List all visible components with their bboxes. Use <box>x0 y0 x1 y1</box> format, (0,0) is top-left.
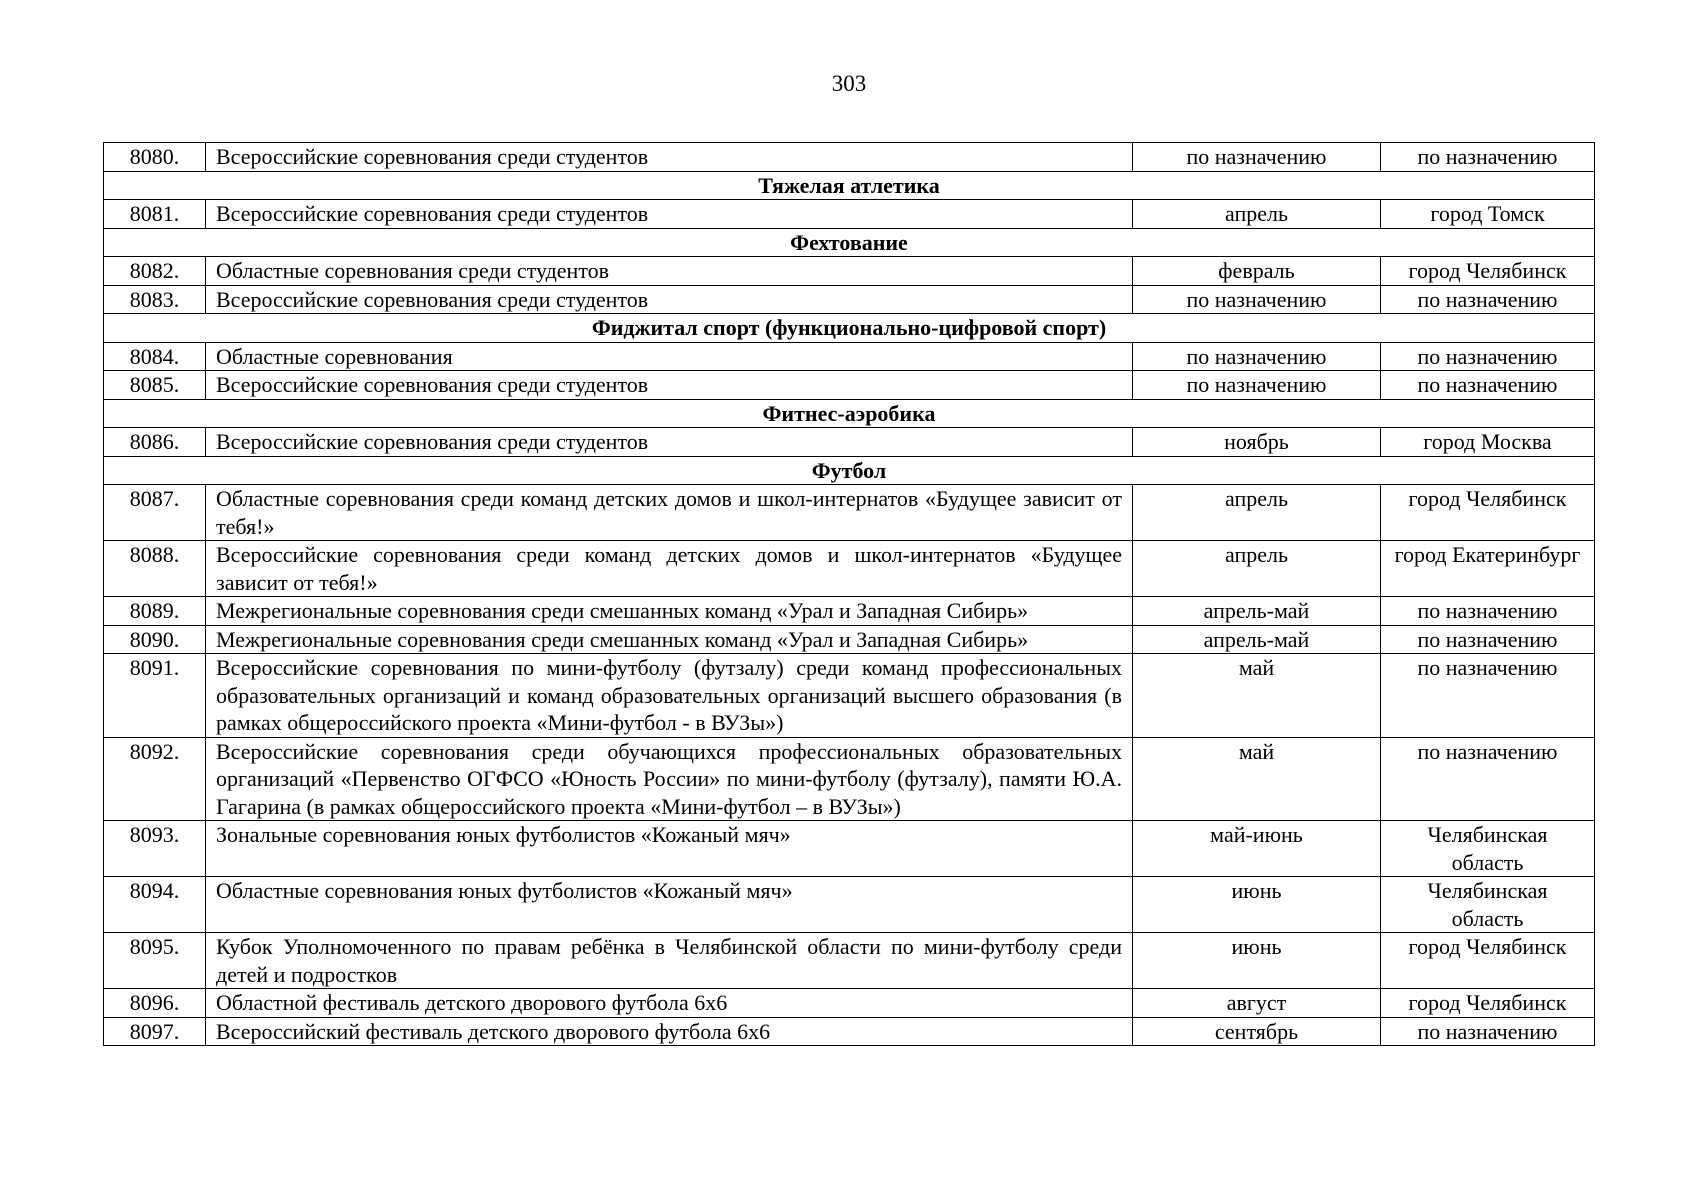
event-number: 8092. <box>104 737 206 821</box>
event-number: 8081. <box>104 200 206 229</box>
table-row <box>104 200 1595 229</box>
event-date: май <box>1133 737 1381 821</box>
event-date: по назначению <box>1133 143 1381 172</box>
event-number: 8090. <box>104 625 206 654</box>
section-title: Фитнес-аэробика <box>104 399 1595 428</box>
event-number: 8082. <box>104 257 206 286</box>
event-place: город Челябинск <box>1381 989 1595 1018</box>
event-place: по назначению <box>1381 625 1595 654</box>
event-place: город Томск <box>1381 200 1595 229</box>
section-header-row <box>104 399 1595 428</box>
event-date: апрель-май <box>1133 597 1381 626</box>
event-place: город Челябинск <box>1381 485 1595 541</box>
table-row <box>104 625 1595 654</box>
section-title: Фехтование <box>104 228 1595 257</box>
event-name: Областные соревнования <box>206 342 1133 371</box>
event-name: Зональные соревнования юных футболистов «Кожаный мяч» <box>206 821 1133 877</box>
events-table-body <box>104 143 1595 1046</box>
event-date: по назначению <box>1133 371 1381 400</box>
event-place: по назначению <box>1381 371 1595 400</box>
page-number: 303 <box>831 71 867 96</box>
event-number: 8088. <box>104 541 206 597</box>
event-name: Всероссийские соревнования среди студентов <box>206 200 1133 229</box>
event-number: 8083. <box>104 285 206 314</box>
event-place: по назначению <box>1381 1017 1595 1046</box>
event-place: город Челябинск <box>1381 933 1595 989</box>
event-date: ноябрь <box>1133 428 1381 457</box>
event-date: апрель <box>1133 200 1381 229</box>
event-date: апрель <box>1133 541 1381 597</box>
event-number: 8096. <box>104 989 206 1018</box>
event-name: Кубок Уполномоченного по правам ребёнка в Челябинской области по мини-футболу среди детей и подростков <box>206 933 1133 989</box>
event-place: город Челябинск <box>1381 257 1595 286</box>
event-place: Челябинская область <box>1381 877 1595 933</box>
event-date: август <box>1133 989 1381 1018</box>
event-name: Областной фестиваль детского дворового футбола 6х6 <box>206 989 1133 1018</box>
table-row <box>104 541 1595 597</box>
section-header-row <box>104 171 1595 200</box>
event-name: Областные соревнования юных футболистов «Кожаный мяч» <box>206 877 1133 933</box>
event-number: 8091. <box>104 654 206 738</box>
event-number: 8086. <box>104 428 206 457</box>
event-name: Всероссийский фестиваль детского дворового футбола 6х6 <box>206 1017 1133 1046</box>
event-place: по назначению <box>1381 342 1595 371</box>
event-name: Всероссийские соревнования среди студентов <box>206 143 1133 172</box>
section-header-row <box>104 314 1595 343</box>
section-title: Фиджитал спорт (функционально-цифровой спорт) <box>104 314 1595 343</box>
event-number: 8095. <box>104 933 206 989</box>
event-place: город Екатеринбург <box>1381 541 1595 597</box>
table-row <box>104 285 1595 314</box>
event-number: 8084. <box>104 342 206 371</box>
events-table <box>103 142 1595 1046</box>
table-row <box>104 597 1595 626</box>
event-name: Всероссийские соревнования по мини-футболу (футзалу) среди команд профессиональных образовательных организаций и команд образовательных организаций высшего образования (в рамках общероссийского проекта «Мини-футбол - в ВУЗы») <box>206 654 1133 738</box>
event-date: май <box>1133 654 1381 738</box>
event-place: по назначению <box>1381 654 1595 738</box>
event-name: Всероссийские соревнования среди обучающихся профессиональных образовательных организаций «Первенство ОГФСО «Юность России» по мини-футболу (футзалу), памяти Ю.А. Гагарина (в рамках общероссийского проекта «Мини-футбол – в ВУЗы») <box>206 737 1133 821</box>
event-place: по назначению <box>1381 285 1595 314</box>
event-date: по назначению <box>1133 342 1381 371</box>
event-number: 8085. <box>104 371 206 400</box>
event-name: Всероссийские соревнования среди студентов <box>206 371 1133 400</box>
event-number: 8087. <box>104 485 206 541</box>
section-title: Тяжелая атлетика <box>104 171 1595 200</box>
event-place: по назначению <box>1381 143 1595 172</box>
table-row <box>104 821 1595 877</box>
table-row <box>104 371 1595 400</box>
table-row <box>104 737 1595 821</box>
event-number: 8094. <box>104 877 206 933</box>
event-name: Межрегиональные соревнования среди смешанных команд «Урал и Западная Сибирь» <box>206 597 1133 626</box>
event-number: 8093. <box>104 821 206 877</box>
event-date: по назначению <box>1133 285 1381 314</box>
table-row <box>104 1017 1595 1046</box>
event-place: Челябинская область <box>1381 821 1595 877</box>
table-row <box>104 143 1595 172</box>
table-row <box>104 428 1595 457</box>
event-name: Областные соревнования среди команд детских домов и школ-интернатов «Будущее зависит от тебя!» <box>206 485 1133 541</box>
section-header-row <box>104 228 1595 257</box>
event-number: 8080. <box>104 143 206 172</box>
event-name: Областные соревнования среди студентов <box>206 257 1133 286</box>
table-row <box>104 877 1595 933</box>
event-name: Межрегиональные соревнования среди смешанных команд «Урал и Западная Сибирь» <box>206 625 1133 654</box>
event-date: февраль <box>1133 257 1381 286</box>
table-row <box>104 342 1595 371</box>
event-date: май-июнь <box>1133 821 1381 877</box>
event-number: 8089. <box>104 597 206 626</box>
event-place: по назначению <box>1381 597 1595 626</box>
table-row <box>104 485 1595 541</box>
event-name: Всероссийские соревнования среди студентов <box>206 285 1133 314</box>
event-date: июнь <box>1133 933 1381 989</box>
event-number: 8097. <box>104 1017 206 1046</box>
event-date: июнь <box>1133 877 1381 933</box>
table-row <box>104 654 1595 738</box>
section-header-row <box>104 456 1595 485</box>
table-row <box>104 257 1595 286</box>
event-place: город Москва <box>1381 428 1595 457</box>
event-name: Всероссийские соревнования среди команд детских домов и школ-интернатов «Будущее зависит от тебя!» <box>206 541 1133 597</box>
section-title: Футбол <box>104 456 1595 485</box>
event-date: сентябрь <box>1133 1017 1381 1046</box>
event-place: по назначению <box>1381 737 1595 821</box>
table-row <box>104 933 1595 989</box>
table-row <box>104 989 1595 1018</box>
event-date: апрель <box>1133 485 1381 541</box>
event-name: Всероссийские соревнования среди студентов <box>206 428 1133 457</box>
event-date: апрель-май <box>1133 625 1381 654</box>
